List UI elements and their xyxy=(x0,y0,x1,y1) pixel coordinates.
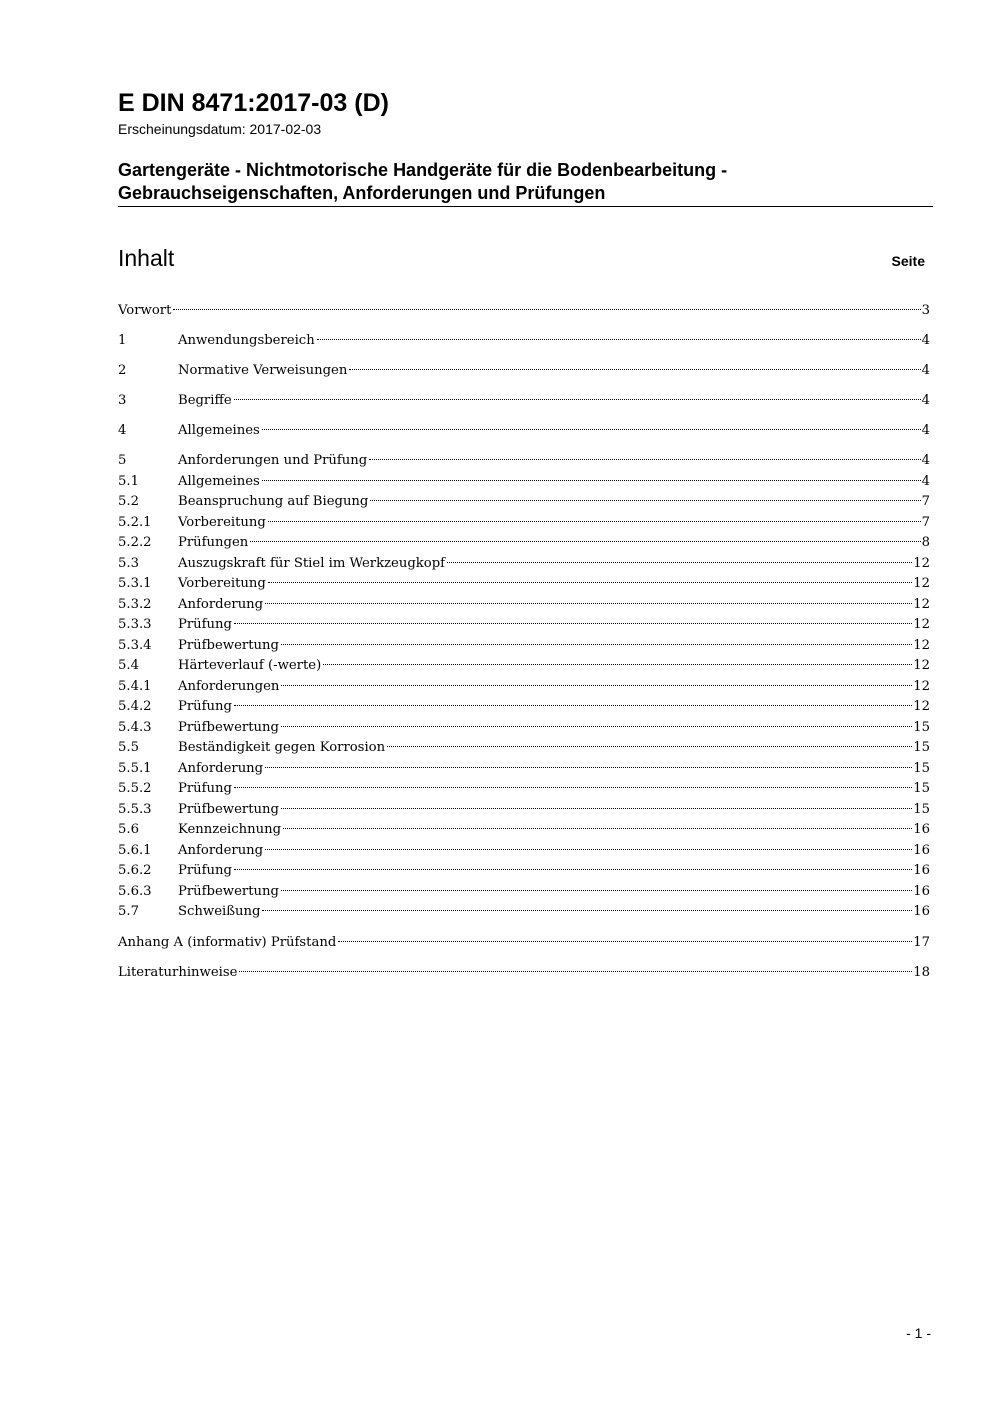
toc-entry-page: 4 xyxy=(921,363,930,379)
toc-entry[interactable] xyxy=(118,656,930,677)
toc-entry[interactable] xyxy=(118,554,930,575)
toc-dot-leader xyxy=(265,849,912,850)
toc-entry[interactable] xyxy=(118,759,930,780)
toc-entry-label: Literaturhinweise xyxy=(118,964,238,980)
toc-dot-leader xyxy=(234,623,912,624)
toc-entry-number: 5.5.3 xyxy=(118,801,152,817)
toc-entry-number: 5.2.1 xyxy=(118,514,152,530)
toc-entry-label: Prüfung xyxy=(178,781,232,797)
toc-entry-label: Beständigkeit gegen Korrosion xyxy=(178,740,386,756)
toc-entry-label: Anforderung xyxy=(178,842,264,858)
toc-dot-leader xyxy=(265,603,912,604)
toc-dot-leader xyxy=(349,369,920,370)
toc-entry-label: Vorbereitung xyxy=(178,576,266,592)
toc-entry-label: Allgemeines xyxy=(178,473,260,489)
toc-dot-leader xyxy=(447,562,912,563)
toc-entry-number: 1 xyxy=(118,333,127,349)
toc-entry-page: 4 xyxy=(921,393,930,409)
toc-entry-label: Auszugskraft für Stiel im Werkzeugkopf xyxy=(178,555,446,571)
toc-dot-leader xyxy=(234,705,912,706)
toc-entry-number: 3 xyxy=(118,393,127,409)
toc-entry-page: 16 xyxy=(913,863,930,879)
toc-entry-page: 16 xyxy=(913,842,930,858)
toc-entry[interactable] xyxy=(118,738,930,759)
toc-entry-page: 17 xyxy=(913,934,930,950)
toc-entry-number: 5.3.2 xyxy=(118,596,152,612)
toc-entry-number: 5.2 xyxy=(118,494,139,510)
toc-entry-label: Prüfbewertung xyxy=(178,719,279,735)
toc-entry-label: Vorwort xyxy=(118,303,172,318)
toc-entry-page: 12 xyxy=(913,637,930,653)
toc-entry-page: 16 xyxy=(913,822,930,838)
toc-entry-number: 5.6 xyxy=(118,822,139,838)
toc-dot-leader xyxy=(262,910,912,911)
toc-entry-label: Beanspruchung auf Biegung xyxy=(178,494,369,510)
toc-entry[interactable] xyxy=(118,595,930,616)
toc-entry-label: Kennzeichnung xyxy=(178,822,282,838)
toc-entry-page: 15 xyxy=(913,740,930,756)
toc-entry[interactable] xyxy=(118,636,930,657)
toc-entry-page: 4 xyxy=(921,423,930,439)
toc-entry[interactable] xyxy=(118,451,930,472)
toc-dot-leader xyxy=(281,685,912,686)
document-title-line-2: Gebrauchseigenschaften, Anforderungen und Prüfungen xyxy=(118,183,606,203)
toc-entry-number: 5.4.1 xyxy=(118,678,152,694)
toc-entry-number: 5.5.1 xyxy=(118,760,152,776)
toc-entry-page: 7 xyxy=(921,514,930,530)
toc-dot-leader xyxy=(234,869,912,870)
toc-entry[interactable] xyxy=(118,421,930,442)
title-rule xyxy=(118,206,933,207)
toc-entry[interactable] xyxy=(118,301,930,322)
document-title-line-1: Gartengeräte - Nichtmotorische Handgeräte für die Bodenbearbeitung - xyxy=(118,160,728,180)
toc-entry-page: 8 xyxy=(921,535,930,551)
toc-entry[interactable] xyxy=(118,331,930,352)
toc-dot-leader xyxy=(234,399,921,400)
toc-entry[interactable] xyxy=(118,902,930,923)
toc-entry-page: 15 xyxy=(913,719,930,735)
toc-entry-number: 5.3.3 xyxy=(118,617,152,633)
document-title xyxy=(118,159,933,205)
toc-entry-number: 5.1 xyxy=(118,473,139,489)
toc-dot-leader xyxy=(369,459,920,460)
toc-entry-page: 12 xyxy=(913,699,930,715)
toc-entry-label: Prüfbewertung xyxy=(178,637,279,653)
toc-entry[interactable] xyxy=(118,779,930,800)
toc-entry-page: 15 xyxy=(913,760,930,776)
toc-dot-leader xyxy=(281,726,912,727)
toc-entry-page: 16 xyxy=(913,904,930,920)
toc-entry-page: 3 xyxy=(921,303,930,318)
toc-entry-number: 4 xyxy=(118,423,127,439)
toc-entry[interactable] xyxy=(118,882,930,903)
toc-entry-label: Vorbereitung xyxy=(178,514,266,530)
toc-entry-page: 12 xyxy=(913,678,930,694)
toc-entry-label: Begriffe xyxy=(178,393,232,409)
toc-dot-leader xyxy=(268,582,912,583)
toc-entry[interactable] xyxy=(118,361,930,382)
toc-dot-leader xyxy=(262,480,921,481)
issue-date: Erscheinungsdatum: 2017-02-03 xyxy=(118,121,322,137)
toc-entry-page: 4 xyxy=(921,453,930,469)
toc-entry-label: Normative Verweisungen xyxy=(178,363,348,379)
toc-dot-leader xyxy=(370,500,920,501)
toc-entry-label: Prüfung xyxy=(178,863,232,879)
toc-entry-label: Schweißung xyxy=(178,904,261,920)
toc-entry-page: 7 xyxy=(921,494,930,510)
toc-entry-number: 5.3 xyxy=(118,555,139,571)
toc-dot-leader xyxy=(338,941,912,942)
toc-dot-leader xyxy=(323,664,912,665)
toc-dot-leader xyxy=(268,521,921,522)
toc-entry-label: Prüfung xyxy=(178,617,232,633)
toc-entry-page: 15 xyxy=(913,781,930,797)
toc-dot-leader xyxy=(281,644,912,645)
toc-entry-label: Allgemeines xyxy=(178,423,260,439)
toc-dot-leader xyxy=(317,339,921,340)
toc-entry[interactable] xyxy=(118,800,930,821)
toc-entry-number: 5.5.2 xyxy=(118,781,152,797)
toc-entry-label: Anforderung xyxy=(178,760,264,776)
toc-entry[interactable] xyxy=(118,615,930,636)
toc-dot-leader xyxy=(387,746,912,747)
toc-dot-leader xyxy=(281,890,912,891)
toc-entry[interactable] xyxy=(118,513,930,534)
toc-entry[interactable] xyxy=(118,391,930,412)
toc-entry-label: Anwendungsbereich xyxy=(178,333,315,349)
toc-entry-number: 5.4 xyxy=(118,658,139,674)
toc-dot-leader xyxy=(262,429,921,430)
toc-dot-leader xyxy=(281,808,912,809)
toc-entry[interactable] xyxy=(118,472,930,493)
toc-entry-page: 12 xyxy=(913,596,930,612)
toc-entry-number: 5.6.2 xyxy=(118,863,152,879)
toc-entry[interactable] xyxy=(118,861,930,882)
toc-entry-label: Härteverlauf (-werte) xyxy=(178,658,322,674)
toc-entry-page: 12 xyxy=(913,617,930,633)
toc-entry-page: 12 xyxy=(913,555,930,571)
toc-entry-number: 2 xyxy=(118,363,127,379)
toc-entry[interactable] xyxy=(118,820,930,841)
toc-entry[interactable] xyxy=(118,933,930,954)
toc-entry-number: 5.4.3 xyxy=(118,719,152,735)
toc-entry-number: 5.3.1 xyxy=(118,576,152,592)
toc-entry-label: Prüfungen xyxy=(178,535,249,551)
toc-heading: Inhalt xyxy=(118,245,175,271)
toc-entry[interactable] xyxy=(118,677,930,698)
toc-entry-number: 5.4.2 xyxy=(118,699,152,715)
toc-entry[interactable] xyxy=(118,492,930,513)
footer-page-number: - 1 - xyxy=(906,1325,931,1341)
toc-entry-page: 15 xyxy=(913,801,930,817)
toc-entry[interactable] xyxy=(118,533,930,554)
toc-entry-number: 5.6.1 xyxy=(118,842,152,858)
table-of-contents xyxy=(118,301,930,983)
toc-dot-leader xyxy=(234,787,912,788)
toc-entry-page: 18 xyxy=(913,964,930,980)
toc-entry-number: 5.2.2 xyxy=(118,535,152,551)
toc-entry-label: Anforderung xyxy=(178,596,264,612)
toc-entry[interactable] xyxy=(118,697,930,718)
toc-entry-page: 4 xyxy=(921,333,930,349)
toc-entry-label: Anforderungen und Prüfung xyxy=(178,453,368,469)
toc-dot-leader xyxy=(239,971,912,972)
toc-entry-page: 4 xyxy=(921,473,930,489)
toc-dot-leader xyxy=(265,767,912,768)
toc-entry-page: 16 xyxy=(913,883,930,899)
toc-dot-leader xyxy=(283,828,912,829)
toc-entry[interactable] xyxy=(118,718,930,739)
toc-entry-number: 5.6.3 xyxy=(118,883,152,899)
toc-entry-page: 12 xyxy=(913,658,930,674)
toc-entry-label: Prüfbewertung xyxy=(178,801,279,817)
toc-entry-page: 12 xyxy=(913,576,930,592)
toc-entry-number: 5.3.4 xyxy=(118,637,152,653)
toc-entry-label: Prüfung xyxy=(178,699,232,715)
toc-dot-leader xyxy=(173,309,920,310)
toc-entry[interactable] xyxy=(118,963,930,984)
toc-entry-label: Prüfbewertung xyxy=(178,883,279,899)
document-id: E DIN 8471:2017-03 (D) xyxy=(118,89,389,117)
toc-entry-number: 5.5 xyxy=(118,740,139,756)
toc-entry-number: 5 xyxy=(118,453,127,469)
toc-entry[interactable] xyxy=(118,841,930,862)
toc-dot-leader xyxy=(250,541,920,542)
toc-entry[interactable] xyxy=(118,574,930,595)
page-column-label: Seite xyxy=(891,253,925,269)
toc-entry-number: 5.7 xyxy=(118,904,139,920)
toc-entry-label: Anforderungen xyxy=(178,678,280,694)
toc-entry-label: Anhang A (informativ) Prüfstand xyxy=(118,934,337,950)
